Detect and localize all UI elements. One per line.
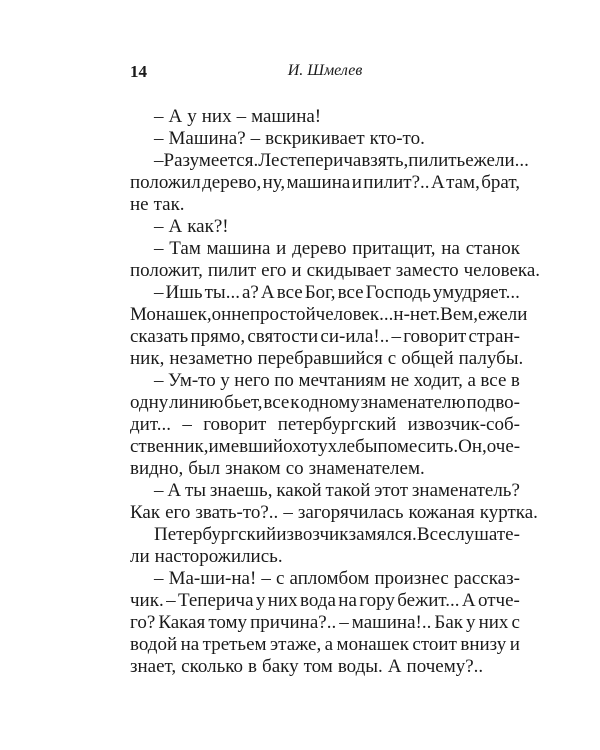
text-line: – Ум-то у него по мечтаниям не ходит, а все в bbox=[154, 370, 520, 391]
text-line: – Ишь ты... а? А все Бог, все Господь умудряет... bbox=[154, 282, 520, 303]
text-line: не так. bbox=[130, 194, 185, 215]
text-line: водой на третьем этаже, а монашек стоит внизу и bbox=[130, 634, 520, 655]
text-line: ли насторожились. bbox=[130, 546, 283, 567]
text-line: – А у них – машина! bbox=[154, 106, 322, 127]
text-line: – Там машина и дерево притащит, на станок bbox=[154, 238, 520, 259]
text-line: – Машина? – вскрикивает кто-то. bbox=[154, 128, 425, 149]
text-line: ник, незаметно перебравшийся с общей палубы. bbox=[130, 348, 524, 369]
text-line: знает, сколько в баку том воды. А почему?.. bbox=[130, 656, 484, 677]
text-line: – А ты знаешь, какой такой этот знаменатель? bbox=[154, 480, 520, 501]
text-line: Петербургский извозчик замялся. Все слушате- bbox=[154, 524, 520, 545]
text-line: видно, был знаком со знаменателем. bbox=[130, 458, 425, 479]
text-line: – Разумеется. Лес теперича взять, пилить ежели... bbox=[154, 150, 529, 171]
text-line: одну линию бьет, все к одному знаменателю подво- bbox=[130, 392, 520, 413]
text-line: Как его звать-то?.. – загорячилась кожаная куртка. bbox=[130, 502, 538, 523]
page-number: 14 bbox=[130, 62, 147, 81]
text-line: го? Какая тому причина?.. – машина!.. Бак у них с bbox=[130, 612, 520, 633]
page-header bbox=[130, 62, 520, 84]
text-line: ственник, имевший охоту хлебы помесить. Он, оче- bbox=[130, 436, 521, 457]
text-line: дит... – говорит петербургский извозчик-соб- bbox=[130, 414, 520, 435]
text-line: Монашек, он не простой человек... н-нет. В ем, ежели bbox=[130, 304, 528, 325]
text-line: положил дерево, ну, машина и пилит?.. А там, брат, bbox=[130, 172, 520, 193]
text-line: чик. – Теперича у них вода на гору бежит... А отче- bbox=[130, 590, 520, 611]
body-text bbox=[130, 106, 540, 678]
running-title: И. Шмелев bbox=[287, 62, 363, 79]
text-line: – Ма-ши-на! – с апломбом произнес рассказ- bbox=[154, 568, 520, 589]
text-line: сказать прямо, святости си-ила!.. – говорит стран- bbox=[130, 326, 520, 347]
text-line: положит, пилит его и скидывает заместо человека. bbox=[130, 260, 540, 281]
text-line: – А как?! bbox=[154, 216, 229, 237]
